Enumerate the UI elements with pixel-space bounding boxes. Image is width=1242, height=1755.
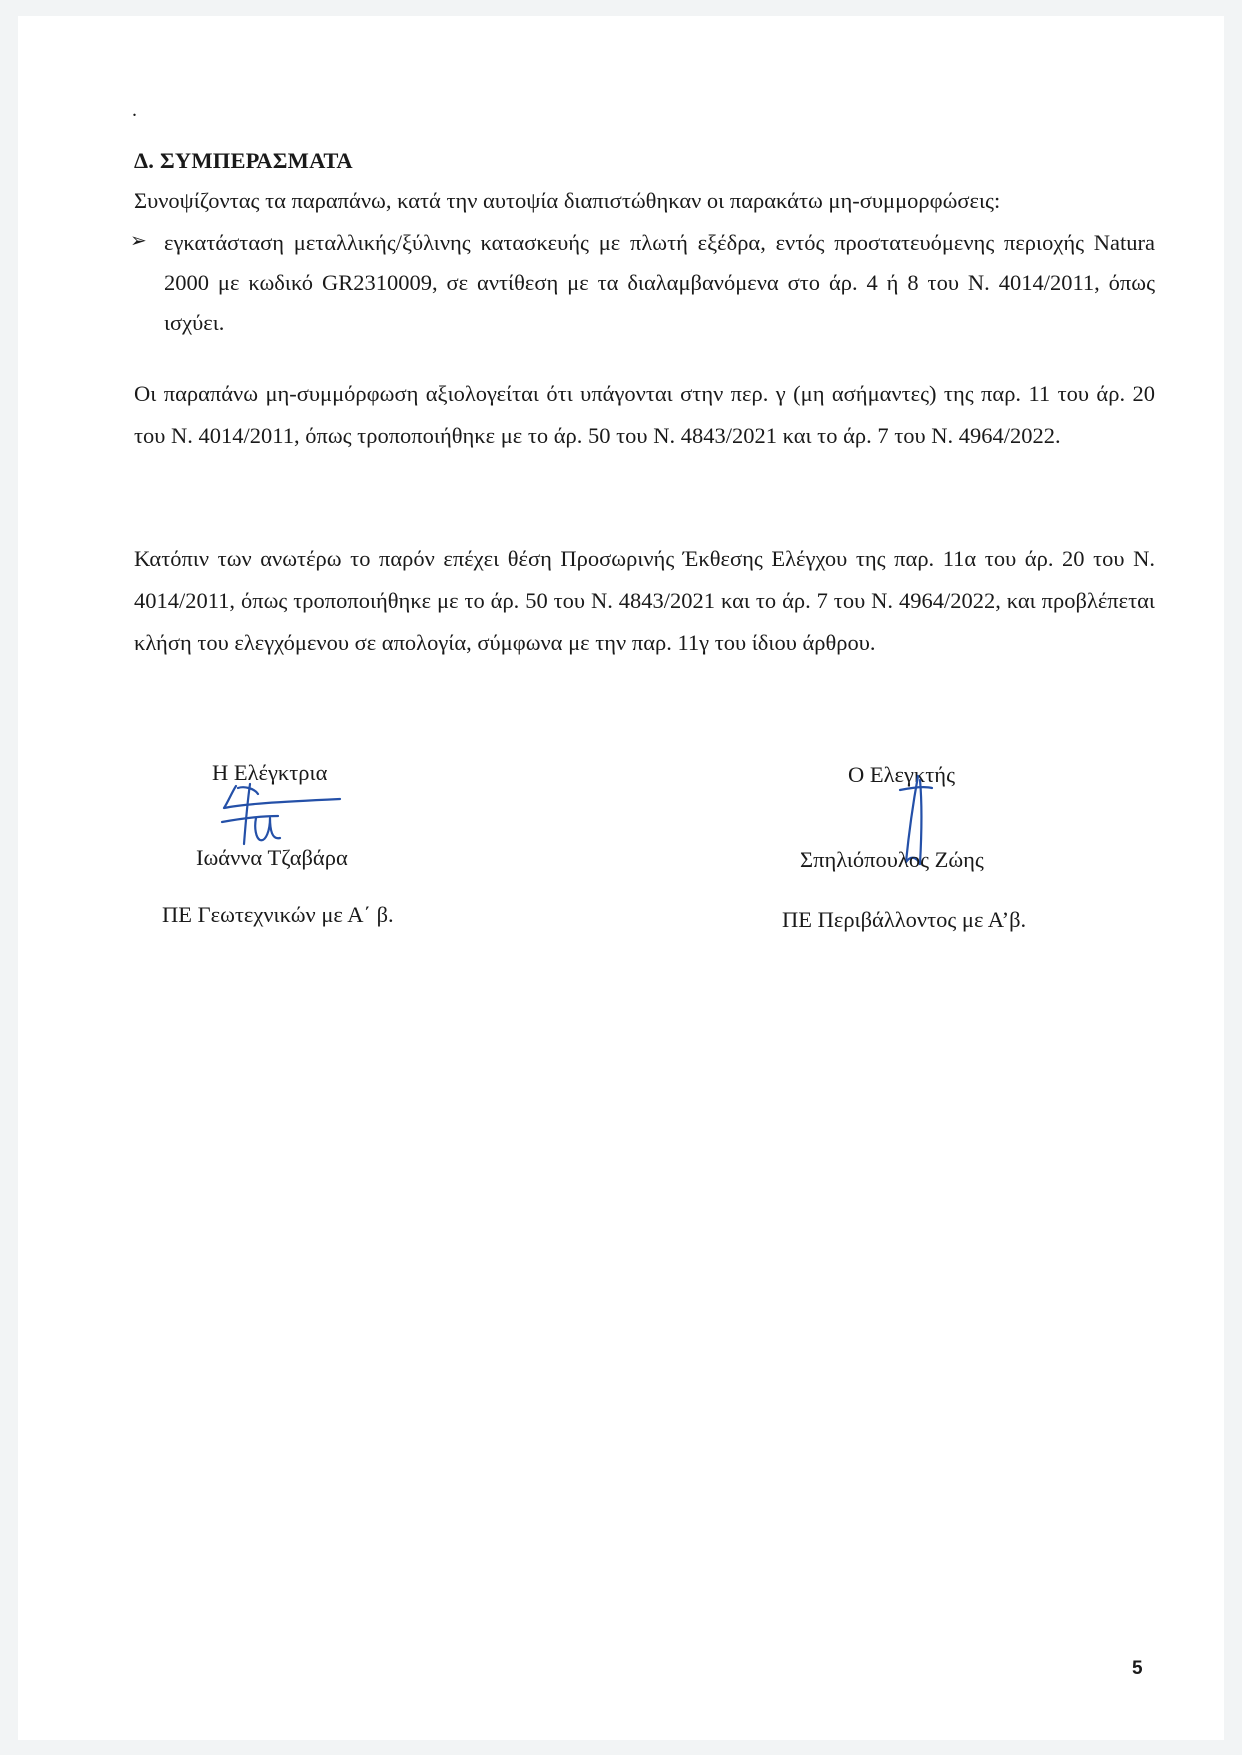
stray-dot: . [132,99,137,121]
left-signatory-rank: ΠΕ Γεωτεχνικών με Α΄ β. [162,902,394,927]
arrow-bullet-icon: ➢ [130,230,147,252]
non-compliance-item: εγκατάσταση μεταλλικής/ξύλινης κατασκευής με πλωτή εξέδρα, εντός προστατευόμενης περιοχής Natura 2000 με κωδικό GR2310009, σε αντίθεση με τα διαλαμβανόμενα στο άρ. 4 ή 8 του Ν. 4014/2011, όπως ισχύει. [164,230,1155,335]
right-signatory-role: Ο Ελεγκτής [848,762,955,787]
right-signatory-name: Σπηλιόπουλος Ζώης [800,847,984,872]
intro-text: Συνοψίζοντας τα παραπάνω, κατά την αυτοψία διαπιστώθηκαν οι παρακάτω μη-συμμορφώσεις: [134,188,1001,213]
right-signatory-rank: ΠΕ Περιβάλλοντος με Α’β. [782,907,1027,932]
left-signatory-role: Η Ελέγκτρια [212,760,328,785]
section-heading: Δ. ΣΥΜΠΕΡΑΣΜΑΤΑ [134,148,353,173]
page-number: 5 [1132,1658,1143,1679]
left-handwritten-signature [214,778,344,850]
assessment-paragraph: Οι παραπάνω μη-συμμόρφωση αξιολογείται ότι υπάγονται στην περ. γ (μη ασήμαντες) της παρ. 11 του άρ. 20 του Ν. 4014/2011, όπως τροποποιήθηκε με το άρ. 50 του Ν. 4843/2021 και το άρ. 7 του Ν. 4964/2022. [134,381,1155,448]
left-signatory-name: Ιωάννα Τζαβάρα [196,845,348,870]
conclusion-paragraph: Κατόπιν των ανωτέρω το παρόν επέχει θέση Προσωρινής Έκθεσης Ελέγχου της παρ. 11α του άρ. 20 του Ν. 4014/2011, όπως τροποποιήθηκε με το άρ. 50 του Ν. 4843/2021 και το άρ. 7 του Ν. 4964/2022, και προβλέπεται κλήση του ελεγχόμενου σε απολογία, σύμφωνα με την παρ. 11γ του ίδιου άρθρου. [134,546,1155,655]
